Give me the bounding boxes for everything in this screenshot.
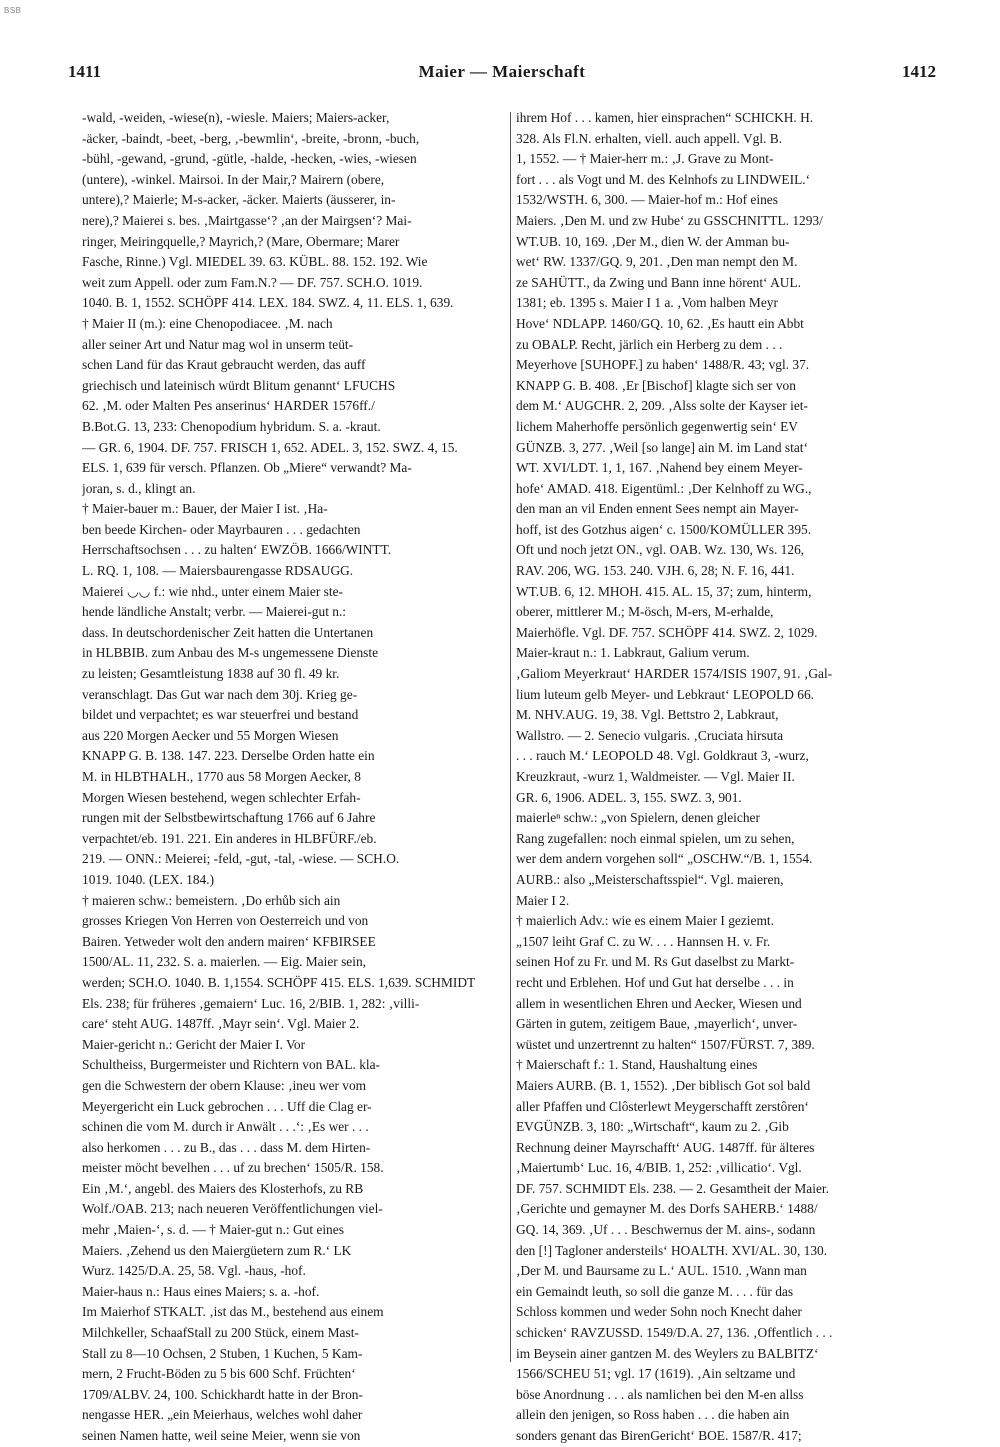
text-line: Els. 238; für früheres ‚gemaiern‘ Luc. 16, 2/BIB. 1, 282: ‚villi-: [82, 995, 420, 1011]
text-line: ben beede Kirchen- oder Mayrbauren . . . gedachten: [82, 521, 361, 537]
text-line: allem in wesentlichen Ehren und Aecker, Wiesen und: [516, 995, 802, 1011]
right-column: [516, 108, 940, 1447]
left-column: [82, 108, 502, 1447]
text-line: (untere), -winkel. Mairsoi. In der Mair,? Mairern (obere,: [82, 171, 385, 187]
text-line: Maier-gericht n.: Gericht der Maier I. Vor: [82, 1036, 306, 1052]
text-line: ringer, Meiringquelle,? Mayrich,? (Mare, Obermare; Marer: [82, 233, 400, 249]
text-line: recht und Erblehen. Hof und Gut hat derselbe . . . in: [516, 974, 794, 990]
text-line: in HLBBIB. zum Anbau des M-s ungemessene Dienste: [82, 645, 379, 661]
text-line: hoff, ist des Gotzhus aigen‘ c. 1500/KOMÜLLER 395.: [516, 521, 812, 537]
page-number-left: 1411: [68, 62, 102, 81]
text-line: Kreuzkraut, -wurz 1, Waldmeister. — Vgl. Maier II.: [516, 769, 795, 784]
library-stamp: BSB: [4, 6, 22, 15]
text-line: weit zum Appell. oder zum Fam.N.? — DF. 757. SCH.O. 1019.: [82, 274, 423, 290]
text-line: Wallstro. — 2. Senecio vulgaris. ‚Cruciata hirsuta: [516, 727, 784, 743]
text-line: schen Land für das Kraut gebraucht werden, das auff: [82, 357, 366, 373]
text-line: verpachtet/eb. 191. 221. Ein anderes in HLBFÜRF./eb.: [82, 830, 377, 846]
text-line: lichem Maherhoffe persönlich gegenwertig sein‘ EV: [516, 418, 798, 434]
text-line: Maierei ◡◡ f.: wie nhd., unter einem Maier ste-: [82, 583, 343, 599]
running-title: Maier — Maierschaft: [418, 62, 586, 81]
text-line: ELS. 1, 639 für versch. Pflanzen. Ob „Miere“ verwandt? Ma-: [82, 460, 412, 476]
text-line: RAV. 206, WG. 153. 240. VJH. 6, 28; N. F. 16, 441.: [516, 563, 795, 579]
text-line: schicken‘ RAVZUSSD. 1549/D.A. 27, 136. ‚Offentlich . . .: [516, 1325, 833, 1341]
text-line: 1500/AL. 11, 232. S. a. maierlen. — Eig. Maier sein,: [82, 954, 367, 970]
text-line: Schultheiss, Burgermeister und Richtern von BAL. kla-: [82, 1057, 381, 1073]
text-line: † Maier II (m.): eine Chenopodiacee. ‚M. nach: [82, 315, 333, 331]
text-line: Wurz. 1425/D.A. 25, 58. Vgl. -haus, -hof.: [82, 1263, 306, 1279]
text-line: mern, 2 Frucht-Böden zu 5 bis 600 Schf. Früchten‘: [82, 1366, 356, 1382]
text-line: wer dem andern vorgehen soll“ „OSCHW.“/B. 1, 1554.: [516, 851, 813, 867]
text-line: aller Pfaffen und Clôsterlewt Meygerschafft zerstôren‘: [516, 1098, 809, 1114]
page-number-right: 1412: [902, 62, 936, 81]
text-line: DF. 757. SCHMIDT Els. 238. — 2. Gesamtheit der Maier.: [516, 1180, 829, 1196]
text-line: GQ. 14, 369. ‚Uf . . . Beschwernus der M. ains-, sodann: [516, 1222, 816, 1238]
text-line: KNAPP G. B. 408. ‚Er [Bischof] klagte sich ser von: [516, 377, 796, 393]
text-line: Gärten in gutem, zeitigem Baue, ‚mayerlich‘, unver-: [516, 1016, 798, 1032]
text-line: care‘ steht AUG. 1487ff. ‚Mayr sein‘. Vgl. Maier 2.: [82, 1016, 360, 1032]
text-line: aller seiner Art und Natur mag wol in unserm teüt-: [82, 336, 354, 352]
text-line: ‚Der M. und Baursame zu L.‘ AUL. 1510. ‚Wann man: [516, 1263, 807, 1279]
text-line: Maier-kraut n.: 1. Labkraut, Galium verum.: [516, 645, 750, 661]
text-line: -äcker, -baindt, -beet, -berg, ‚-bewmlin‘, -breite, -bronn, -buch,: [82, 130, 420, 146]
text-line: griechisch und lateinisch würdt Blitum genannt‘ LFUCHS: [82, 377, 396, 393]
text-line: Maiers AURB. (B. 1, 1552). ‚Der biblisch Got sol bald: [516, 1077, 811, 1093]
text-line: Stall zu 8—10 Ochsen, 2 Stuben, 1 Kuchen, 5 Kam-: [82, 1345, 363, 1361]
text-line: nengasse HER. „ein Meierhaus, welches wohl daher: [82, 1407, 363, 1423]
text-line: joran, s. d., klingt an.: [82, 480, 196, 496]
text-line: GÜNZB. 3, 277. ‚Weil [so lange] ain M. im Land stat‘: [516, 439, 808, 455]
text-line: Maier I 2.: [516, 892, 570, 908]
text-line: † maierlich Adv.: wie es einem Maier I geziemt.: [516, 913, 774, 929]
text-line: 1532/WSTH. 6, 300. — Maier-hof m.: Hof eines: [516, 192, 778, 208]
text-line: ‚Galiom Meyerkraut‘ HARDER 1574/ISIS 1907, 91. ‚Gal-: [516, 666, 833, 682]
text-line: mehr ‚Maien-‘, s. d. — † Maier-gut n.: Gut eines: [82, 1222, 344, 1238]
text-line: „1507 leiht Graf C. zu W. . . . Hannsen H. v. Fr.: [516, 933, 771, 949]
text-line: maierleⁿ schw.: „von Spielern, denen gleicher: [516, 810, 760, 826]
text-line: im Beysein ainer gantzen M. des Weylers zu BALBITZ‘: [516, 1345, 819, 1361]
text-line: Maiers. ‚Den M. und zw Hube‘ zu GSSCHNITTL. 1293/: [516, 212, 823, 228]
text-line: allein den jenigen, so Ross haben . . . die haben ain: [516, 1407, 790, 1423]
text-line: Maier-haus n.: Haus eines Maiers; s. a. -hof.: [82, 1283, 320, 1299]
text-line: Morgen Wiesen bestehend, wegen schlechter Erfah-: [82, 789, 361, 805]
text-line: † Maierschaft f.: 1. Stand, Haushaltung eines: [516, 1057, 758, 1073]
text-line: WT.UB. 6, 12. MHOH. 415. AL. 15, 37; zum, hinterm,: [516, 583, 812, 599]
text-line: seinen Hof zu Fr. und M. Rs Gut daselbst zu Markt-: [516, 954, 795, 970]
text-line: fort . . . als Vogt und M. des Kelnhofs zu LINDWEIL.‘: [516, 171, 811, 187]
text-line: schinen die vom M. durch ir Anwält . . .‘: ‚Es wer . . .: [82, 1119, 369, 1135]
text-line: -wald, -weiden, -wiese(n), -wiesle. Maiers; Maiers-acker,: [82, 110, 390, 125]
text-line: den [!] Tagloner andersteils‘ HOALTH. XVI/AL. 30, 130.: [516, 1242, 828, 1258]
text-line: 1019. 1040. (LEX. 184.): [82, 871, 215, 887]
text-line: seinen Namen hatte, weil seine Meier, wenn sie von: [82, 1428, 361, 1443]
text-line: 328. Als Fl.N. erhalten, viell. auch appell. Vgl. B.: [516, 130, 783, 146]
text-line: wet‘ RW. 1337/GQ. 9, 201. ‚Den man nempt den M.: [516, 254, 798, 270]
text-line: 1381; eb. 1395 s. Maier I 1 a. ‚Vom halben Meyr: [516, 295, 778, 311]
text-line: gen die Schwestern der obern Klause: ‚ineu wer vom: [82, 1077, 367, 1093]
text-line: Oft und noch jetzt ON., vgl. OAB. Wz. 130, Ws. 126,: [516, 542, 805, 558]
text-line: ihrem Hof . . . kamen, hier einsprachen“ SCHICKH. H.: [516, 110, 814, 125]
text-line: meister möcht bevelhen . . . uf zu brechen‘ 1505/R. 158.: [82, 1160, 384, 1176]
text-line: 1566/SCHEU 51; vgl. 17 (1619). ‚Ain seltzame und: [516, 1366, 796, 1382]
text-line: Hove‘ NDLAPP. 1460/GQ. 10, 62. ‚Es hautt ein Abbt: [516, 315, 804, 331]
text-line: Im Maierhof STKALT. ‚ist das M., bestehend aus einem: [82, 1304, 384, 1320]
text-line: AURB.: also „Meisterschaftsspiel“. Vgl. maieren,: [516, 871, 784, 887]
text-line: 1, 1552. — † Maier-herr m.: ‚J. Grave zu Mont-: [516, 151, 774, 167]
text-line: wüstet und unzertrennt zu halten“ 1507/FÜRST. 7, 389.: [516, 1036, 815, 1052]
text-line: KNAPP G. B. 138. 147. 223. Derselbe Orden hatte ein: [82, 748, 375, 764]
text-line: aus 220 Morgen Aecker und 55 Morgen Wiesen: [82, 727, 339, 743]
text-line: also herkomen . . . zu B., das . . . dass M. dem Hirten-: [82, 1139, 371, 1155]
text-line: hende ländliche Anstalt; verbr. — Maierei-gut n.:: [82, 604, 347, 620]
column-divider: [510, 112, 511, 1362]
page-header: [68, 62, 936, 84]
text-line: werden; SCH.O. 1040. B. 1,1554. SCHÖPF 415. ELS. 1,639. SCHMIDT: [82, 974, 476, 990]
text-line: Bairen. Yetweder wolt den andern mairen‘ KFBIRSEE: [82, 933, 376, 949]
text-line: † maieren schw.: bemeistern. ‚Do erhůb sich ain: [82, 892, 341, 908]
text-line: † Maier-bauer m.: Bauer, der Maier I ist. ‚Ha-: [82, 501, 328, 517]
text-line: Rechnung deiner Mayrschafft‘ AUG. 1487ff. für älteres: [516, 1139, 815, 1155]
text-line: lium luteum gelb Meyer- und Lebkraut‘ LEOPOLD 66.: [516, 686, 814, 702]
text-line: Maierhöfle. Vgl. DF. 757. SCHÖPF 414. SWZ. 2, 1029.: [516, 624, 818, 640]
text-line: . . . rauch M.‘ LEOPOLD 48. Vgl. Goldkraut 3, -wurz,: [516, 748, 809, 764]
text-line: -bühl, -gewand, -grund, -gütle, -halde, -hecken, -wies, -wiesen: [82, 151, 417, 167]
text-line: Milchkeller, SchaafStall zu 200 Stück, einem Mast-: [82, 1325, 359, 1341]
text-line: hofe‘ AMAD. 418. Eigentüml.: ‚Der Kelnhoff zu WG.,: [516, 480, 812, 496]
text-line: nere),? Maierei s. bes. ‚Mairtgasse‘? ‚an der Mairgsen‘? Mai-: [82, 212, 412, 228]
text-line: 1040. B. 1, 1552. SCHÖPF 414. LEX. 184. SWZ. 4, 11. ELS. 1, 639.: [82, 295, 454, 311]
text-line: dem M.‘ AUGCHR. 2, 209. ‚Alss solte der Kayser iet-: [516, 398, 808, 414]
text-line: zu OBALP. Recht, järlich ein Herberg zu dem . . .: [516, 336, 783, 352]
text-line: zu leisten; Gesamtleistung 1838 auf 30 fl. 49 kr.: [82, 666, 340, 682]
text-line: ‚Maiertumb‘ Luc. 16, 4/BIB. 1, 252: ‚villicatio‘. Vgl.: [516, 1160, 802, 1176]
text-line: Meyergericht ein Luck gebrochen . . . Uff die Clag er-: [82, 1098, 372, 1114]
text-line: dass. In deutschordenischer Zeit hatten die Untertanen: [82, 624, 374, 640]
text-line: grosses Kriegen Von Herren von Oesterreich und von: [82, 913, 369, 929]
text-line: böse Anordnung . . . als namlichen bei den M-en allss: [516, 1386, 804, 1402]
text-line: den man an vil Enden ennent Sees nempt ain Mayer-: [516, 501, 799, 517]
text-line: GR. 6, 1906. ADEL. 3, 155. SWZ. 3, 901.: [516, 789, 742, 805]
text-line: ein Gemaindt leuth, so soll die ganze M. . . . für das: [516, 1283, 794, 1299]
text-line: Wolf./OAB. 213; nach neueren Veröffentlichungen viel-: [82, 1201, 383, 1217]
text-line: EVGÜNZB. 3, 180: „Wirtschaft“, kaum zu 2. ‚Gib: [516, 1119, 789, 1135]
text-line: B.Bot.G. 13, 233: Chenopodium hybridum. S. a. -kraut.: [82, 418, 381, 434]
text-line: 62. ‚M. oder Malten Pes anserinus‘ HARDER 1576ff./: [82, 398, 375, 414]
text-line: 219. — ONN.: Meierei; -feld, -gut, -tal, -wiese. — SCH.O.: [82, 851, 400, 867]
text-line: L. RQ. 1, 108. — Maiersbaurengasse RDSAUGG.: [82, 563, 354, 579]
text-line: M. NHV.AUG. 19, 38. Vgl. Bettstro 2, Labkraut,: [516, 707, 779, 723]
text-line: oberer, mittlerer M.; M-ösch, M-ers, M-erhalde,: [516, 604, 774, 620]
text-line: veranschlagt. Das Gut war nach dem 30j. Krieg ge-: [82, 686, 358, 702]
text-line: rungen mit der Selbstbewirtschaftung 1766 auf 6 Jahre: [82, 810, 376, 826]
text-line: Maiers. ‚Zehend us den Maiergüetern zum R.‘ LK: [82, 1242, 352, 1258]
text-line: 1709/ALBV. 24, 100. Schickhardt hatte in der Bron-: [82, 1386, 363, 1402]
text-line: WT.UB. 10, 169. ‚Der M., dien W. der Amman bu-: [516, 233, 790, 249]
text-line: M. in HLBTHALH., 1770 aus 58 Morgen Aecker, 8: [82, 769, 361, 784]
text-line: untere),? Maierle; M-s-acker, -äcker. Maierts (äusserer, in-: [82, 192, 396, 208]
text-line: Rang zugefallen: noch einmal spielen, um zu sehen,: [516, 830, 795, 846]
text-line: Ein ‚M.‘, angebl. des Maiers des Klosterhofs, zu RB: [82, 1180, 364, 1196]
text-line: — GR. 6, 1904. DF. 757. FRISCH 1, 652. ADEL. 3, 152. SWZ. 4, 15.: [82, 439, 458, 455]
text-line: ‚Gerichte und gemayner M. des Dorfs SAHERB.‘ 1488/: [516, 1201, 818, 1217]
text-line: bildet und verpachtet; es war steuerfrei und bestand: [82, 707, 359, 723]
text-line: Fasche, Rinne.) Vgl. MIEDEL 39. 63. KÜBL. 88. 152. 192. Wie: [82, 254, 428, 270]
text-line: ze SAHÜTT., da Zwing und Bann inne hörent‘ AUL.: [516, 274, 801, 290]
text-line: Schloss kommen und weder Sohn noch Knecht daher: [516, 1304, 802, 1320]
text-line: Herrschaftsochsen . . . zu halten‘ EWZÖB. 1666/WINTT.: [82, 542, 392, 558]
text-line: sonders genant das BirenGericht‘ BOE. 1587/R. 417;: [516, 1428, 802, 1443]
text-line: Meyerhove [SUHOPF.] zu haben‘ 1488/R. 43; vgl. 37.: [516, 357, 810, 373]
text-line: WT. XVI/LDT. 1, 1, 167. ‚Nahend bey einem Meyer-: [516, 460, 803, 476]
